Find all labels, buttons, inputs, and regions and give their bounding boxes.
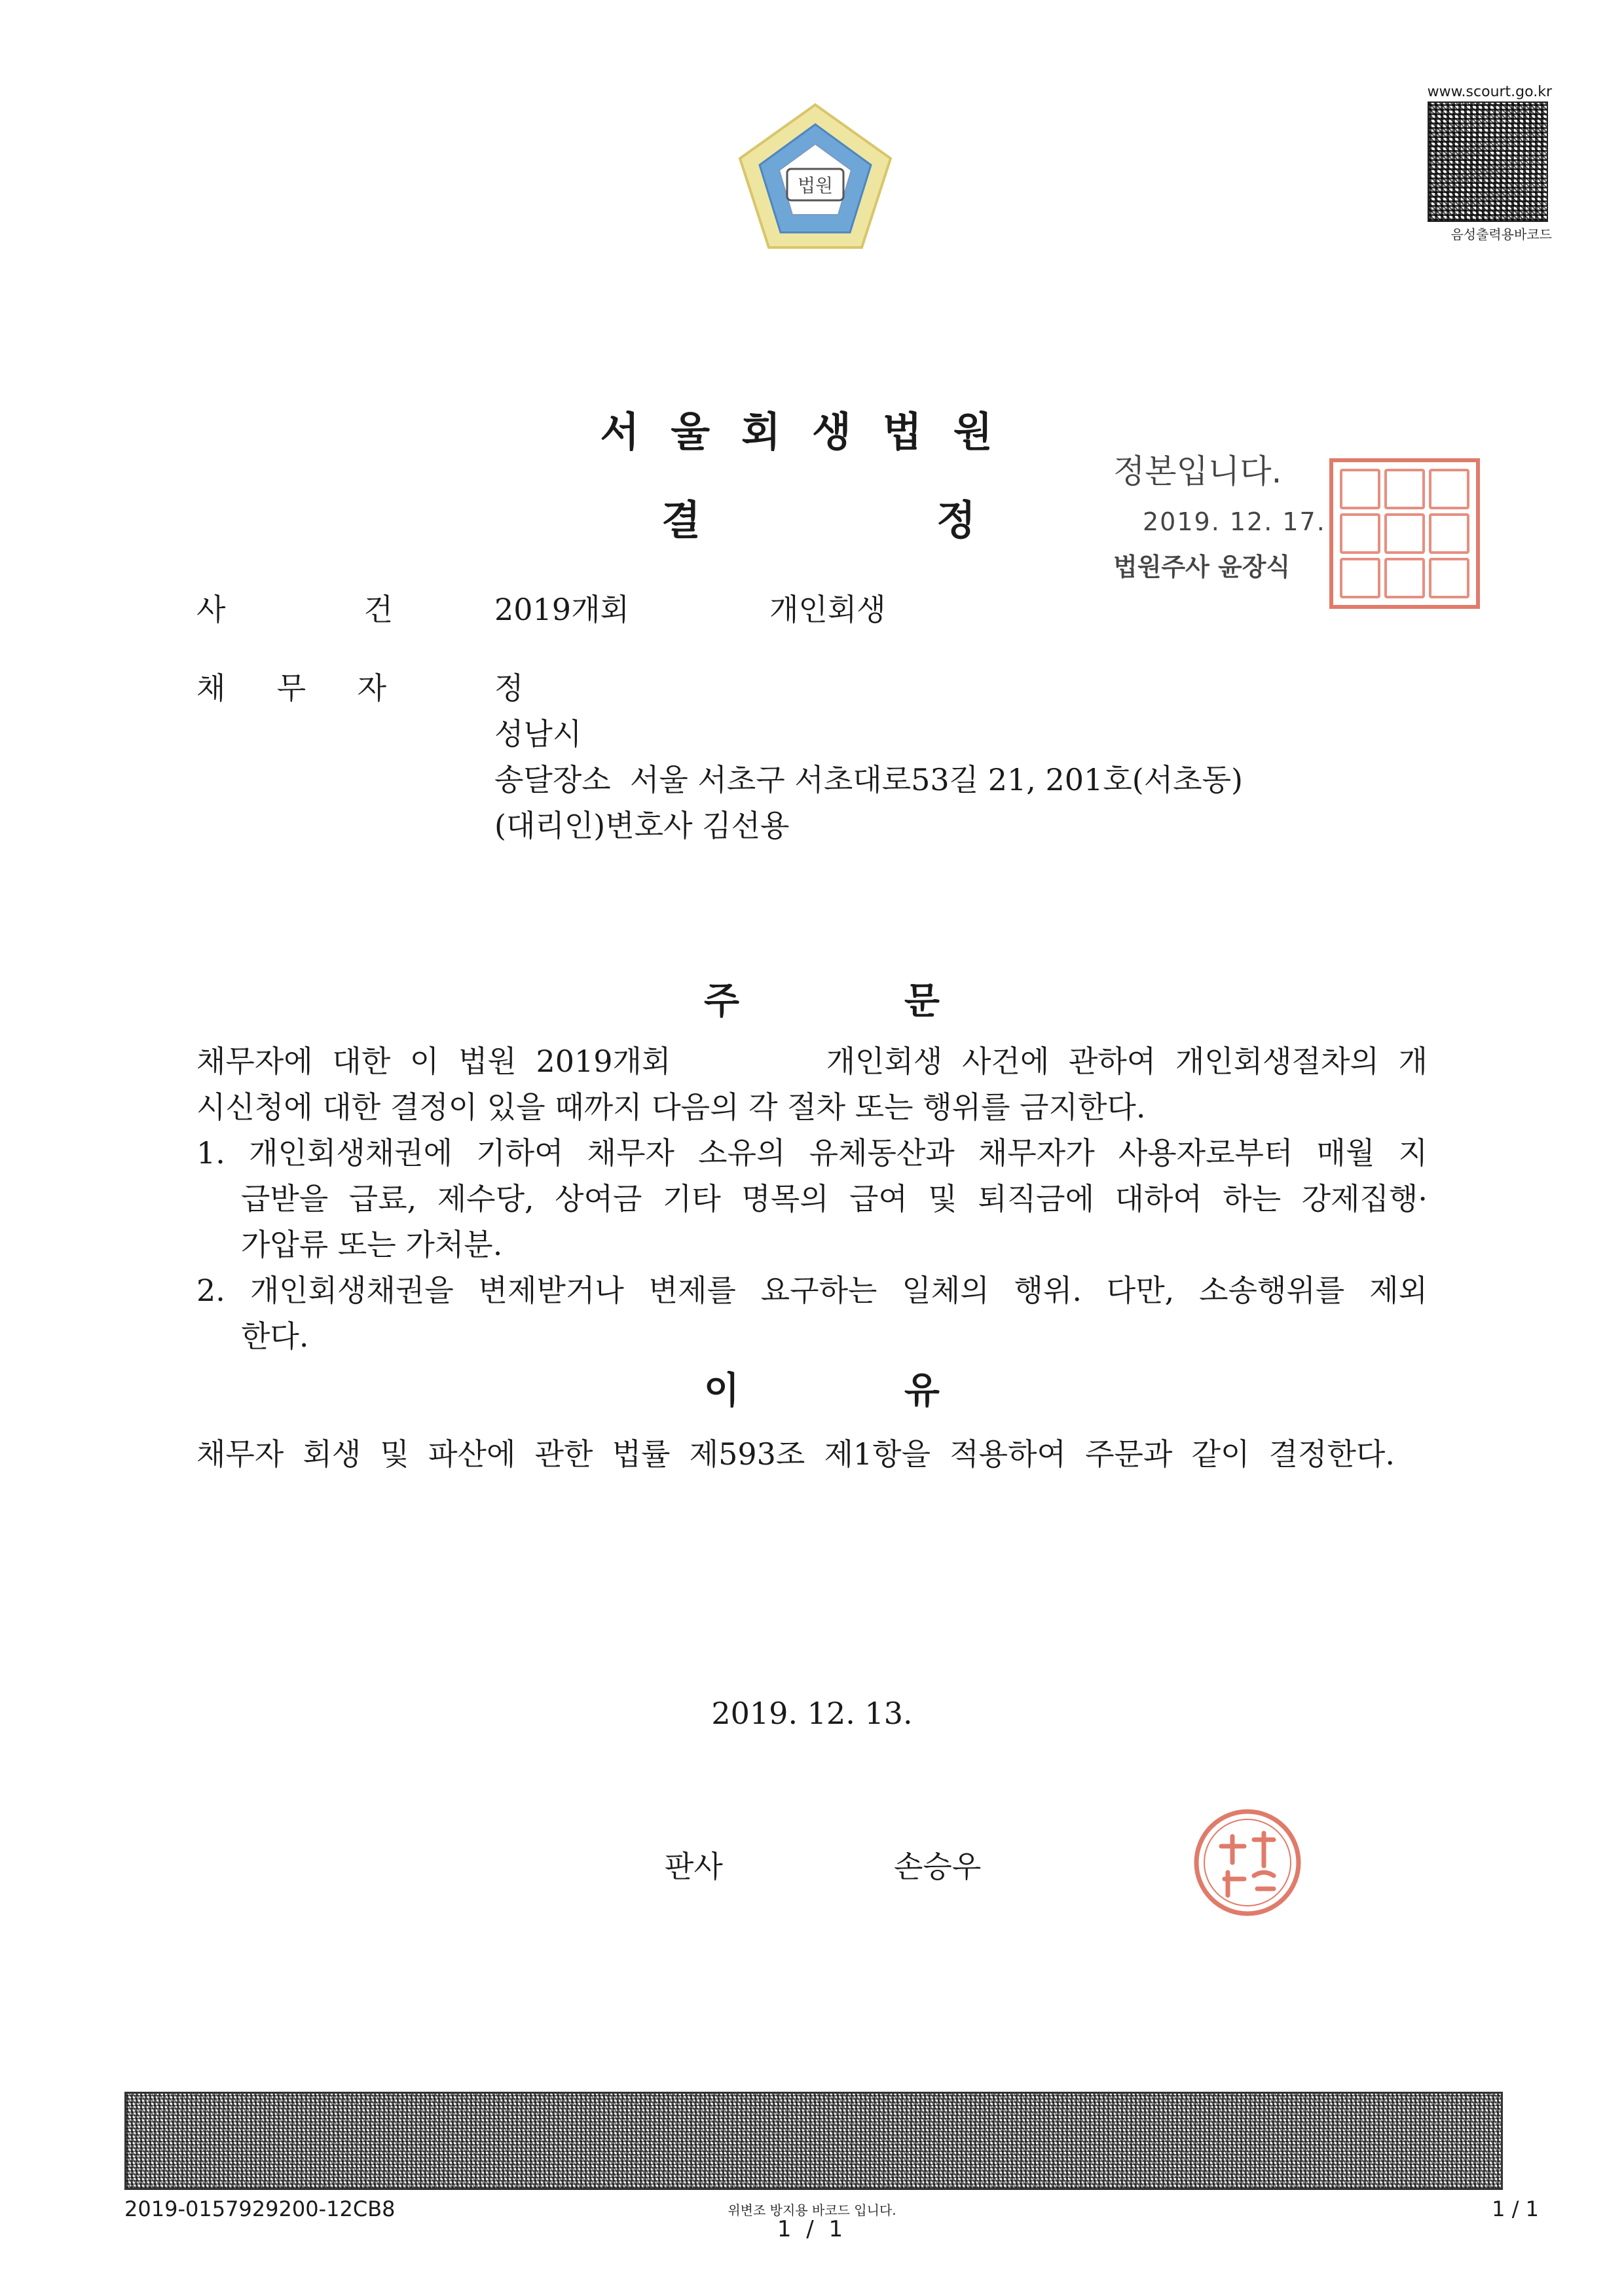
judge-name: 손승우	[894, 1849, 982, 1884]
court-emblem-icon	[733, 98, 897, 262]
certified-copy-date: 2019. 12. 17.	[1143, 507, 1326, 536]
debtor-label-char: 채	[196, 670, 226, 706]
anti-forgery-barcode	[124, 2092, 1503, 2190]
order-heading-char: 주	[704, 980, 740, 1023]
case-number: 2019개회	[494, 592, 629, 627]
legal-agent: (대리인)변호사 김선용	[494, 808, 790, 843]
order-line-2: 시신청에 대한 결정이 있을 때까지 다음의 각 절차 또는 행위를 금지한다.	[196, 1089, 1146, 1125]
certified-copy-clerk: 법원주사 윤장식	[1113, 553, 1291, 581]
order-item-2-line-2: 한다.	[241, 1319, 309, 1354]
page-number-center: 1 / 1	[777, 2216, 847, 2242]
qr-caption: 음성출력용바코드	[1450, 227, 1552, 242]
debtor-label	[196, 665, 386, 708]
document-type-left: 결	[661, 496, 701, 544]
clerk-seal-stamp	[1329, 458, 1480, 609]
case-type: 개인회생	[769, 592, 886, 627]
document-code: 2019-0157929200-12CB8	[124, 2196, 396, 2221]
emblem-label: 법원	[797, 175, 834, 196]
debtor-name: 정	[494, 670, 524, 706]
barcode-caption: 위변조 방지용 바코드 입니다.	[728, 2202, 896, 2218]
court-name: 서울회생법원	[600, 408, 1024, 456]
delivery-address: 송달장소 서울 서초구 서초대로53길 21, 201호(서초동)	[494, 762, 1243, 797]
voice-output-barcode	[1428, 101, 1548, 222]
document-type-right: 정	[936, 496, 976, 544]
reason-heading	[704, 1362, 940, 1414]
case-label	[196, 586, 393, 629]
order-heading-char: 문	[904, 980, 940, 1023]
case-label-char: 건	[363, 592, 393, 627]
debtor-label-char: 무	[276, 670, 306, 706]
debtor-label-char: 자	[357, 670, 386, 706]
decision-date: 2019. 12. 13.	[711, 1696, 913, 1731]
order-line-1: 채무자에 대한 이 법원 2019개회 개인회생 사건에 관하여 개인회생절차의 개	[196, 1044, 1428, 1079]
order-item-1-line-1: 1. 개인회생채권에 기하여 채무자 소유의 유체동산과 채무자가 사용자로부터 매월 지	[196, 1135, 1428, 1171]
qr-url: www.scourt.go.kr	[1427, 84, 1552, 100]
reason-heading-char: 유	[904, 1370, 940, 1412]
order-item-1-line-3: 가압류 또는 가처분.	[241, 1227, 503, 1262]
reason-text: 채무자 회생 및 파산에 관한 법률 제593조 제1항을 적용하여 주문과 같이 결정한다.	[196, 1436, 1395, 1472]
certified-copy-text: 정본입니다.	[1113, 452, 1282, 490]
document-type	[661, 488, 976, 546]
page-number-right: 1 / 1	[1492, 2196, 1539, 2221]
judge-title: 판사	[665, 1849, 723, 1884]
order-item-2-line-1: 2. 개인회생채권을 변제받거나 변제를 요구하는 일체의 행위. 다만, 소송행위를 제외	[196, 1273, 1428, 1308]
judge-seal-stamp	[1192, 1807, 1303, 1918]
order-item-1-line-2: 급받을 급료, 제수당, 상여금 기타 명목의 급여 및 퇴직금에 대하여 하는 강제집행·	[241, 1181, 1428, 1216]
order-heading	[704, 972, 940, 1025]
case-label-char: 사	[196, 592, 226, 627]
reason-heading-char: 이	[704, 1370, 740, 1412]
debtor-city: 성남시	[494, 716, 582, 752]
